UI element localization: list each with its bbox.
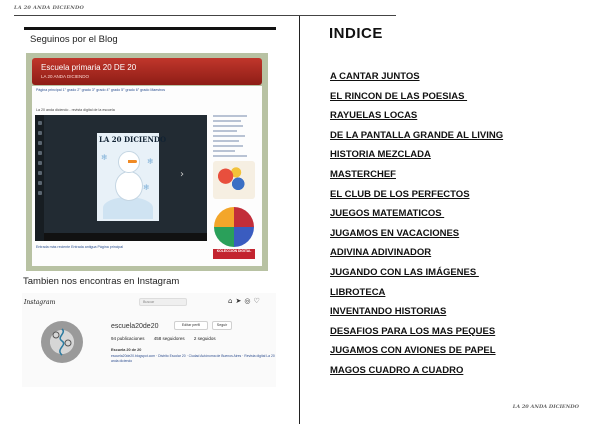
- instagram-name: Escuela 20 de 20: [111, 348, 142, 352]
- index-link[interactable]: RAYUELAS LOCAS: [330, 110, 418, 122]
- index-link[interactable]: A CANTAR JUNTOS: [330, 71, 420, 82]
- blog-heading-bar: [24, 27, 276, 30]
- cover-title: LA 20 DICIENDO: [99, 135, 167, 144]
- viewer-toolbar: [35, 115, 44, 241]
- magazine-cover: [97, 133, 167, 221]
- instagram-screenshot[interactable]: [22, 293, 276, 387]
- blog-subtitle: LA 20 ANDA DICIENDO: [41, 74, 90, 79]
- blog-header-band: [32, 58, 262, 85]
- index-link[interactable]: DE LA PANTALLA GRANDE AL LIVING: [330, 129, 504, 141]
- instagram-bio: escuela20de20.blogspot.com · Distrito Escolar 20 · Ciudad Autónoma de Buenos Aires · Revista digital La 20 anda diciendo: [111, 354, 275, 363]
- instagram-heading: Tambien nos encontras en Instagram: [23, 276, 180, 287]
- snowman-nose: [128, 160, 137, 163]
- following-count[interactable]: 2 seguidos: [193, 336, 216, 341]
- instagram-stats: [111, 336, 224, 341]
- index-link[interactable]: JUGANDO CON LAS IMÁGENES: [330, 266, 479, 278]
- index-title: INDICE: [329, 25, 383, 42]
- blog-heading: Seguinos por el Blog: [30, 34, 118, 45]
- blog-screenshot[interactable]: [26, 53, 268, 271]
- index-link[interactable]: LIBROTECA: [330, 286, 386, 298]
- index-link[interactable]: EL RINCON DE LAS POESIAS: [330, 90, 468, 102]
- index-item: [330, 123, 503, 143]
- footer-text: LA 20 ANDA DICIENDO: [512, 404, 579, 410]
- index-item: [330, 221, 503, 241]
- snowflake-icon: ❄: [101, 153, 108, 162]
- snowman-illustration: [115, 171, 143, 201]
- index-link[interactable]: ADIVINA ADIVINADOR: [330, 247, 432, 259]
- index-link[interactable]: EL CLUB DE LOS PERFECTOS: [330, 188, 470, 200]
- index-link[interactable]: JUEGOS MATEMATICOS: [330, 208, 445, 220]
- blog-title: Escuela primaria 20 DE 20: [41, 63, 137, 72]
- column-divider: [299, 16, 300, 424]
- chevron-right-icon[interactable]: ›: [180, 169, 184, 180]
- index-item: [330, 64, 503, 84]
- index-item: [330, 260, 503, 280]
- heart-icon[interactable]: ♡: [253, 297, 263, 305]
- viewer-controls: [44, 233, 207, 241]
- blog-nav[interactable]: Página principal 1° grado 2° grado 3° grado 4° grado 5° grado 6° grado Maestros: [36, 88, 166, 92]
- instagram-logo: Instagram: [24, 299, 56, 306]
- index-link[interactable]: JUGAMOS CON AVIONES DE PAPEL: [330, 345, 496, 357]
- index-item: [330, 240, 503, 260]
- index-link[interactable]: JUGAMOS EN VACACIONES: [330, 227, 460, 239]
- index-item: [330, 84, 503, 104]
- follow-button[interactable]: Seguir: [212, 321, 232, 330]
- index-item: [330, 338, 503, 358]
- instagram-nav-icons[interactable]: [228, 297, 263, 305]
- blog-post-title[interactable]: La 20 anda diciendo - revista digital de la escuela: [36, 108, 115, 112]
- index-item: [330, 142, 503, 162]
- blog-sidebar: [213, 115, 259, 259]
- snowflake-icon: ❄: [147, 157, 154, 166]
- instagram-username: escuela20de20: [111, 323, 159, 330]
- index-list: [330, 64, 503, 378]
- blog-page: [32, 86, 262, 266]
- snowflake-icon: ❄: [143, 183, 150, 192]
- index-link[interactable]: DESAFIOS PARA LOS MAS PEQUES: [330, 325, 496, 337]
- index-item: [330, 103, 503, 123]
- send-icon[interactable]: ➤: [235, 297, 245, 305]
- index-item: [330, 162, 503, 182]
- index-item: [330, 280, 503, 300]
- header-rule: [14, 15, 396, 16]
- index-link[interactable]: MASTERCHEF: [330, 168, 396, 180]
- index-item: [330, 182, 503, 202]
- index-link[interactable]: INVENTANDO HISTORIAS: [330, 306, 447, 318]
- magazine-viewer[interactable]: [35, 115, 207, 241]
- index-item: [330, 358, 503, 378]
- index-item: [330, 299, 503, 319]
- header-text: LA 20 ANDA DICIENDO: [14, 5, 85, 11]
- index-link[interactable]: HISTORIA MEZCLADA: [330, 149, 431, 161]
- edit-profile-button[interactable]: Editar perfil: [174, 321, 208, 330]
- posts-count: 94 publicaciones: [111, 336, 145, 341]
- index-link[interactable]: MAGOS CUADRO A CUADRO: [330, 364, 464, 376]
- index-item: [330, 319, 503, 339]
- instagram-search[interactable]: Buscar: [139, 298, 187, 306]
- kids-illustration: [213, 161, 255, 199]
- blog-footer-links[interactable]: Entrada más reciente Entrada antigua Página principal: [36, 245, 124, 249]
- compass-icon[interactable]: ◎: [244, 297, 254, 305]
- kolekcion-badge: KOLECCIÓN DIGITAL: [213, 249, 255, 259]
- kolekcion-logo-icon: [214, 207, 254, 247]
- home-icon[interactable]: ⌂: [228, 297, 236, 305]
- profile-avatar: [41, 321, 83, 363]
- index-item: [330, 201, 503, 221]
- followers-count[interactable]: 458 seguidores: [153, 336, 185, 341]
